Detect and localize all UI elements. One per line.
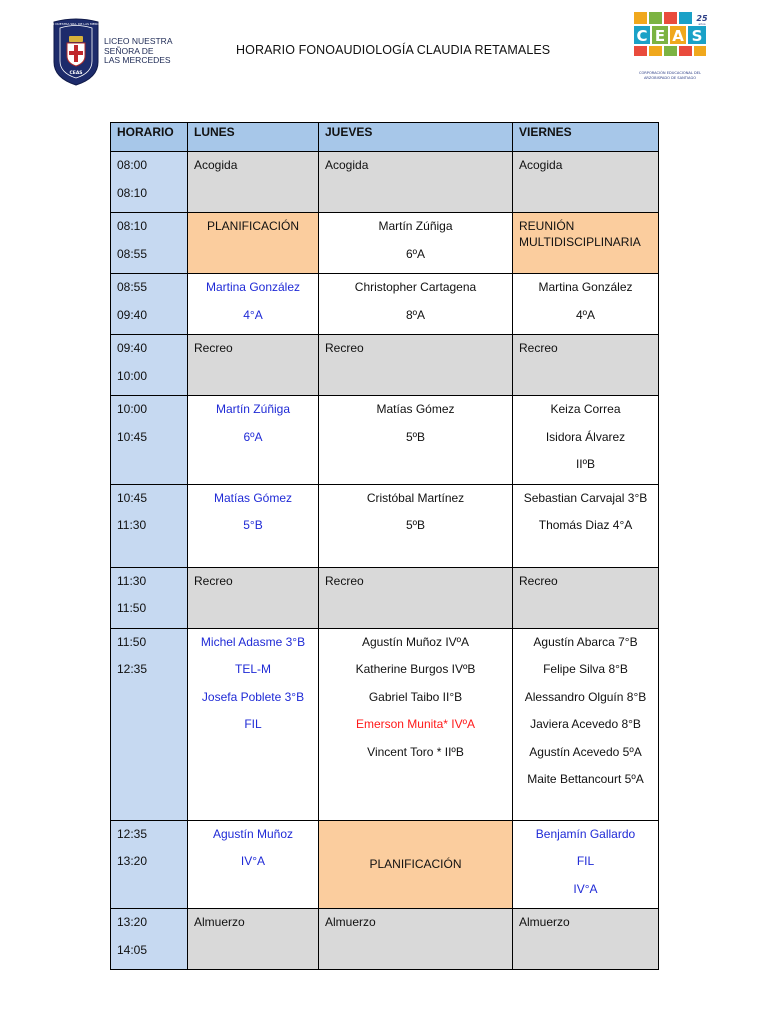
- time-end: 09:40: [117, 307, 148, 322]
- document-title: HORARIO FONOAUDIOLOGÍA CLAUDIA RETAMALES: [236, 43, 551, 57]
- viernes-cell: [513, 484, 659, 567]
- ceas-letter: S: [691, 27, 703, 45]
- time-start: 09:40: [117, 341, 148, 355]
- cell-text: Sebastian Carvajal 3°B: [523, 490, 648, 505]
- time-start: 11:50: [117, 634, 147, 649]
- viernes-cell: [513, 628, 659, 820]
- cell-text: Isidora Álvarez: [545, 429, 626, 444]
- viernes-cell: [513, 274, 659, 335]
- viernes-cell: [513, 909, 659, 970]
- cell-text: Recreo: [325, 573, 364, 588]
- jueves-cell: [319, 213, 513, 274]
- time-cell: [111, 213, 188, 274]
- lunes-cell: [188, 213, 319, 274]
- cell-text: IV°A: [573, 881, 598, 896]
- jueves-cell: [319, 396, 513, 485]
- cell-text: IIºB: [575, 457, 596, 471]
- time-cell: [111, 396, 188, 485]
- cell-text: Emerson Munita* IVºA: [355, 717, 476, 731]
- school-crest-logo: [45, 16, 107, 86]
- time-cell: [111, 909, 188, 970]
- time-end: 14:05: [117, 942, 148, 957]
- time-end: 10:00: [117, 368, 148, 383]
- header-cell-horario: HORARIO: [111, 123, 188, 152]
- jueves-cell: [319, 335, 513, 396]
- cell-text: Martina González: [205, 280, 301, 294]
- ceas-letter: E: [654, 27, 666, 45]
- viernes-cell: [513, 820, 659, 909]
- cell-text: 8ºA: [405, 307, 426, 322]
- jueves-cell: [319, 628, 513, 820]
- cell-text: Katherine Burgos IVºB: [355, 662, 476, 676]
- cell-text: Recreo: [519, 573, 558, 588]
- cell-text: Almuerzo: [325, 915, 376, 929]
- ceas-tagline: CORPORACIÓN EDUCACIONAL DEL: [638, 71, 702, 75]
- time-end: 11:50: [117, 601, 147, 615]
- table-row: [111, 335, 659, 396]
- jueves-cell: [319, 152, 513, 213]
- viernes-cell: [513, 335, 659, 396]
- cell-text: Acogida: [519, 158, 563, 172]
- cell-text: 5°B: [243, 518, 263, 532]
- viernes-cell: [513, 213, 659, 274]
- school-name-line: LAS MERCEDES: [104, 55, 171, 65]
- time-end: 08:10: [117, 185, 148, 200]
- viernes-cell: [513, 567, 659, 628]
- table-row: [111, 274, 659, 335]
- crest-bottom-text: CEAS: [69, 71, 83, 76]
- cell-text: Martina González: [538, 280, 633, 294]
- jueves-cell: [319, 484, 513, 567]
- lunes-cell: [188, 820, 319, 909]
- time-start: 12:35: [117, 826, 148, 841]
- cell-text: Christopher Cartagena: [354, 280, 477, 294]
- lunes-cell: [188, 484, 319, 567]
- time-start: 08:00: [117, 158, 148, 172]
- jueves-cell: [319, 274, 513, 335]
- table-row: [111, 484, 659, 567]
- jueves-cell: [319, 820, 513, 909]
- cell-text: 4°A: [243, 307, 263, 322]
- header-cell-viernes: VIERNES: [513, 123, 659, 152]
- cell-text: Felipe Silva 8°B: [543, 662, 628, 676]
- table-header-row: [111, 123, 659, 152]
- school-name: [104, 37, 173, 66]
- time-cell: [111, 628, 188, 820]
- cell-text: IV°A: [240, 854, 266, 868]
- time-end: 08:55: [117, 246, 148, 261]
- time-start: 10:00: [117, 402, 148, 416]
- cell-text: Josefa Poblete 3°B: [201, 689, 305, 704]
- cell-text: Agustín Abarca 7°B: [533, 634, 638, 649]
- cell-text: Recreo: [194, 341, 233, 355]
- cell-text: Keiza Correa: [550, 402, 621, 416]
- school-name-line: LICEO NUESTRA: [104, 36, 173, 46]
- cell-text: REUNIÓN: [519, 219, 575, 233]
- cell-text: Recreo: [194, 573, 233, 588]
- time-cell: [111, 484, 188, 567]
- table-row: [111, 909, 659, 970]
- cell-text: Javiera Acevedo 8°B: [530, 717, 641, 731]
- time-start: 11:30: [117, 573, 147, 588]
- table-row: [111, 152, 659, 213]
- header-cell-lunes: LUNES: [188, 123, 319, 152]
- cell-text: Martín Zúñiga: [215, 402, 291, 416]
- lunes-cell: [188, 909, 319, 970]
- cell-text: Agustín Muñoz: [212, 826, 294, 841]
- cell-text: Vincent Toro * IIºB: [367, 744, 464, 759]
- cell-text: Recreo: [325, 341, 364, 355]
- cell-text: Acogida: [194, 158, 238, 172]
- cell-text: PLANIFICACIÓN: [206, 219, 299, 233]
- viernes-cell: [513, 396, 659, 485]
- time-cell: [111, 152, 188, 213]
- lunes-cell: [188, 567, 319, 628]
- cell-text: Alessandro Olguín 8°B: [524, 689, 647, 704]
- table-row: [111, 396, 659, 485]
- cell-text: MULTIDISCIPLINARIA: [519, 235, 641, 249]
- cell-text: Maite Bettancourt 5ºA: [527, 772, 644, 786]
- cell-text: Martín Zúñiga: [378, 219, 453, 233]
- cell-text: Matías Gómez: [376, 402, 455, 416]
- schedule-table: [110, 122, 659, 970]
- cell-text: Cristóbal Martínez: [366, 490, 465, 505]
- time-end: 12:35: [117, 662, 148, 676]
- time-start: 08:10: [117, 219, 148, 233]
- time-end: 13:20: [117, 854, 148, 868]
- table-row: [111, 567, 659, 628]
- cell-text: 5ºB: [405, 429, 426, 444]
- time-cell: [111, 820, 188, 909]
- ceas-badge-sub: años: [698, 22, 706, 26]
- cell-text: Benjamín Gallardo: [535, 826, 636, 841]
- time-cell: [111, 567, 188, 628]
- cell-text: TEL-M: [235, 662, 271, 676]
- school-name-line: SEÑORA DE: [104, 45, 154, 56]
- lunes-cell: [188, 274, 319, 335]
- crest-ring-text: LICEO NUESTRA SRA. DE LAS MERCEDES: [45, 22, 107, 26]
- table-row: [111, 628, 659, 820]
- cell-text: Matías Gómez: [213, 490, 293, 505]
- time-start: 13:20: [117, 915, 148, 929]
- cell-text: 6ºA: [243, 429, 263, 444]
- time-end: 11:30: [117, 518, 147, 532]
- cell-text: Agustín Muñoz IVºA: [361, 634, 470, 649]
- ceas-letter: A: [672, 27, 684, 45]
- cell-text: Michel Adasme 3°B: [200, 634, 306, 649]
- header-cell-jueves: JUEVES: [319, 123, 513, 152]
- time-end: 10:45: [117, 429, 148, 444]
- lunes-cell: [188, 152, 319, 213]
- viernes-cell: [513, 152, 659, 213]
- cell-text: 6ºA: [405, 246, 426, 261]
- time-start: 08:55: [117, 280, 148, 294]
- jueves-cell: [319, 909, 513, 970]
- time-start: 10:45: [117, 490, 148, 505]
- ceas-tagline: ARZOBISPADO DE SANTIAGO: [643, 76, 697, 80]
- cell-text: Agustín Acevedo 5ºA: [529, 744, 642, 759]
- cell-text: 5ºB: [405, 518, 426, 532]
- cell-text: Almuerzo: [194, 915, 245, 929]
- table-row: [111, 213, 659, 274]
- cell-text: Thomás Diaz 4°A: [538, 518, 633, 532]
- cell-text: Gabriel Taibo II°B: [368, 689, 463, 704]
- time-cell: [111, 274, 188, 335]
- cell-text: PLANIFICACIÓN: [369, 857, 462, 872]
- cell-text: Almuerzo: [519, 915, 570, 929]
- table-row: [111, 820, 659, 909]
- cell-text: Acogida: [325, 158, 369, 172]
- lunes-cell: [188, 628, 319, 820]
- lunes-cell: [188, 335, 319, 396]
- cell-text: FIL: [576, 854, 595, 868]
- cell-text: Recreo: [519, 341, 558, 355]
- cell-text: FIL: [244, 717, 262, 731]
- ceas-letter: C: [636, 27, 648, 45]
- jueves-cell: [319, 567, 513, 628]
- cell-text: 4ºA: [575, 307, 596, 322]
- ceas-badge: 25: [696, 14, 708, 23]
- time-cell: [111, 335, 188, 396]
- lunes-cell: [188, 396, 319, 485]
- ceas-logo: [632, 12, 712, 82]
